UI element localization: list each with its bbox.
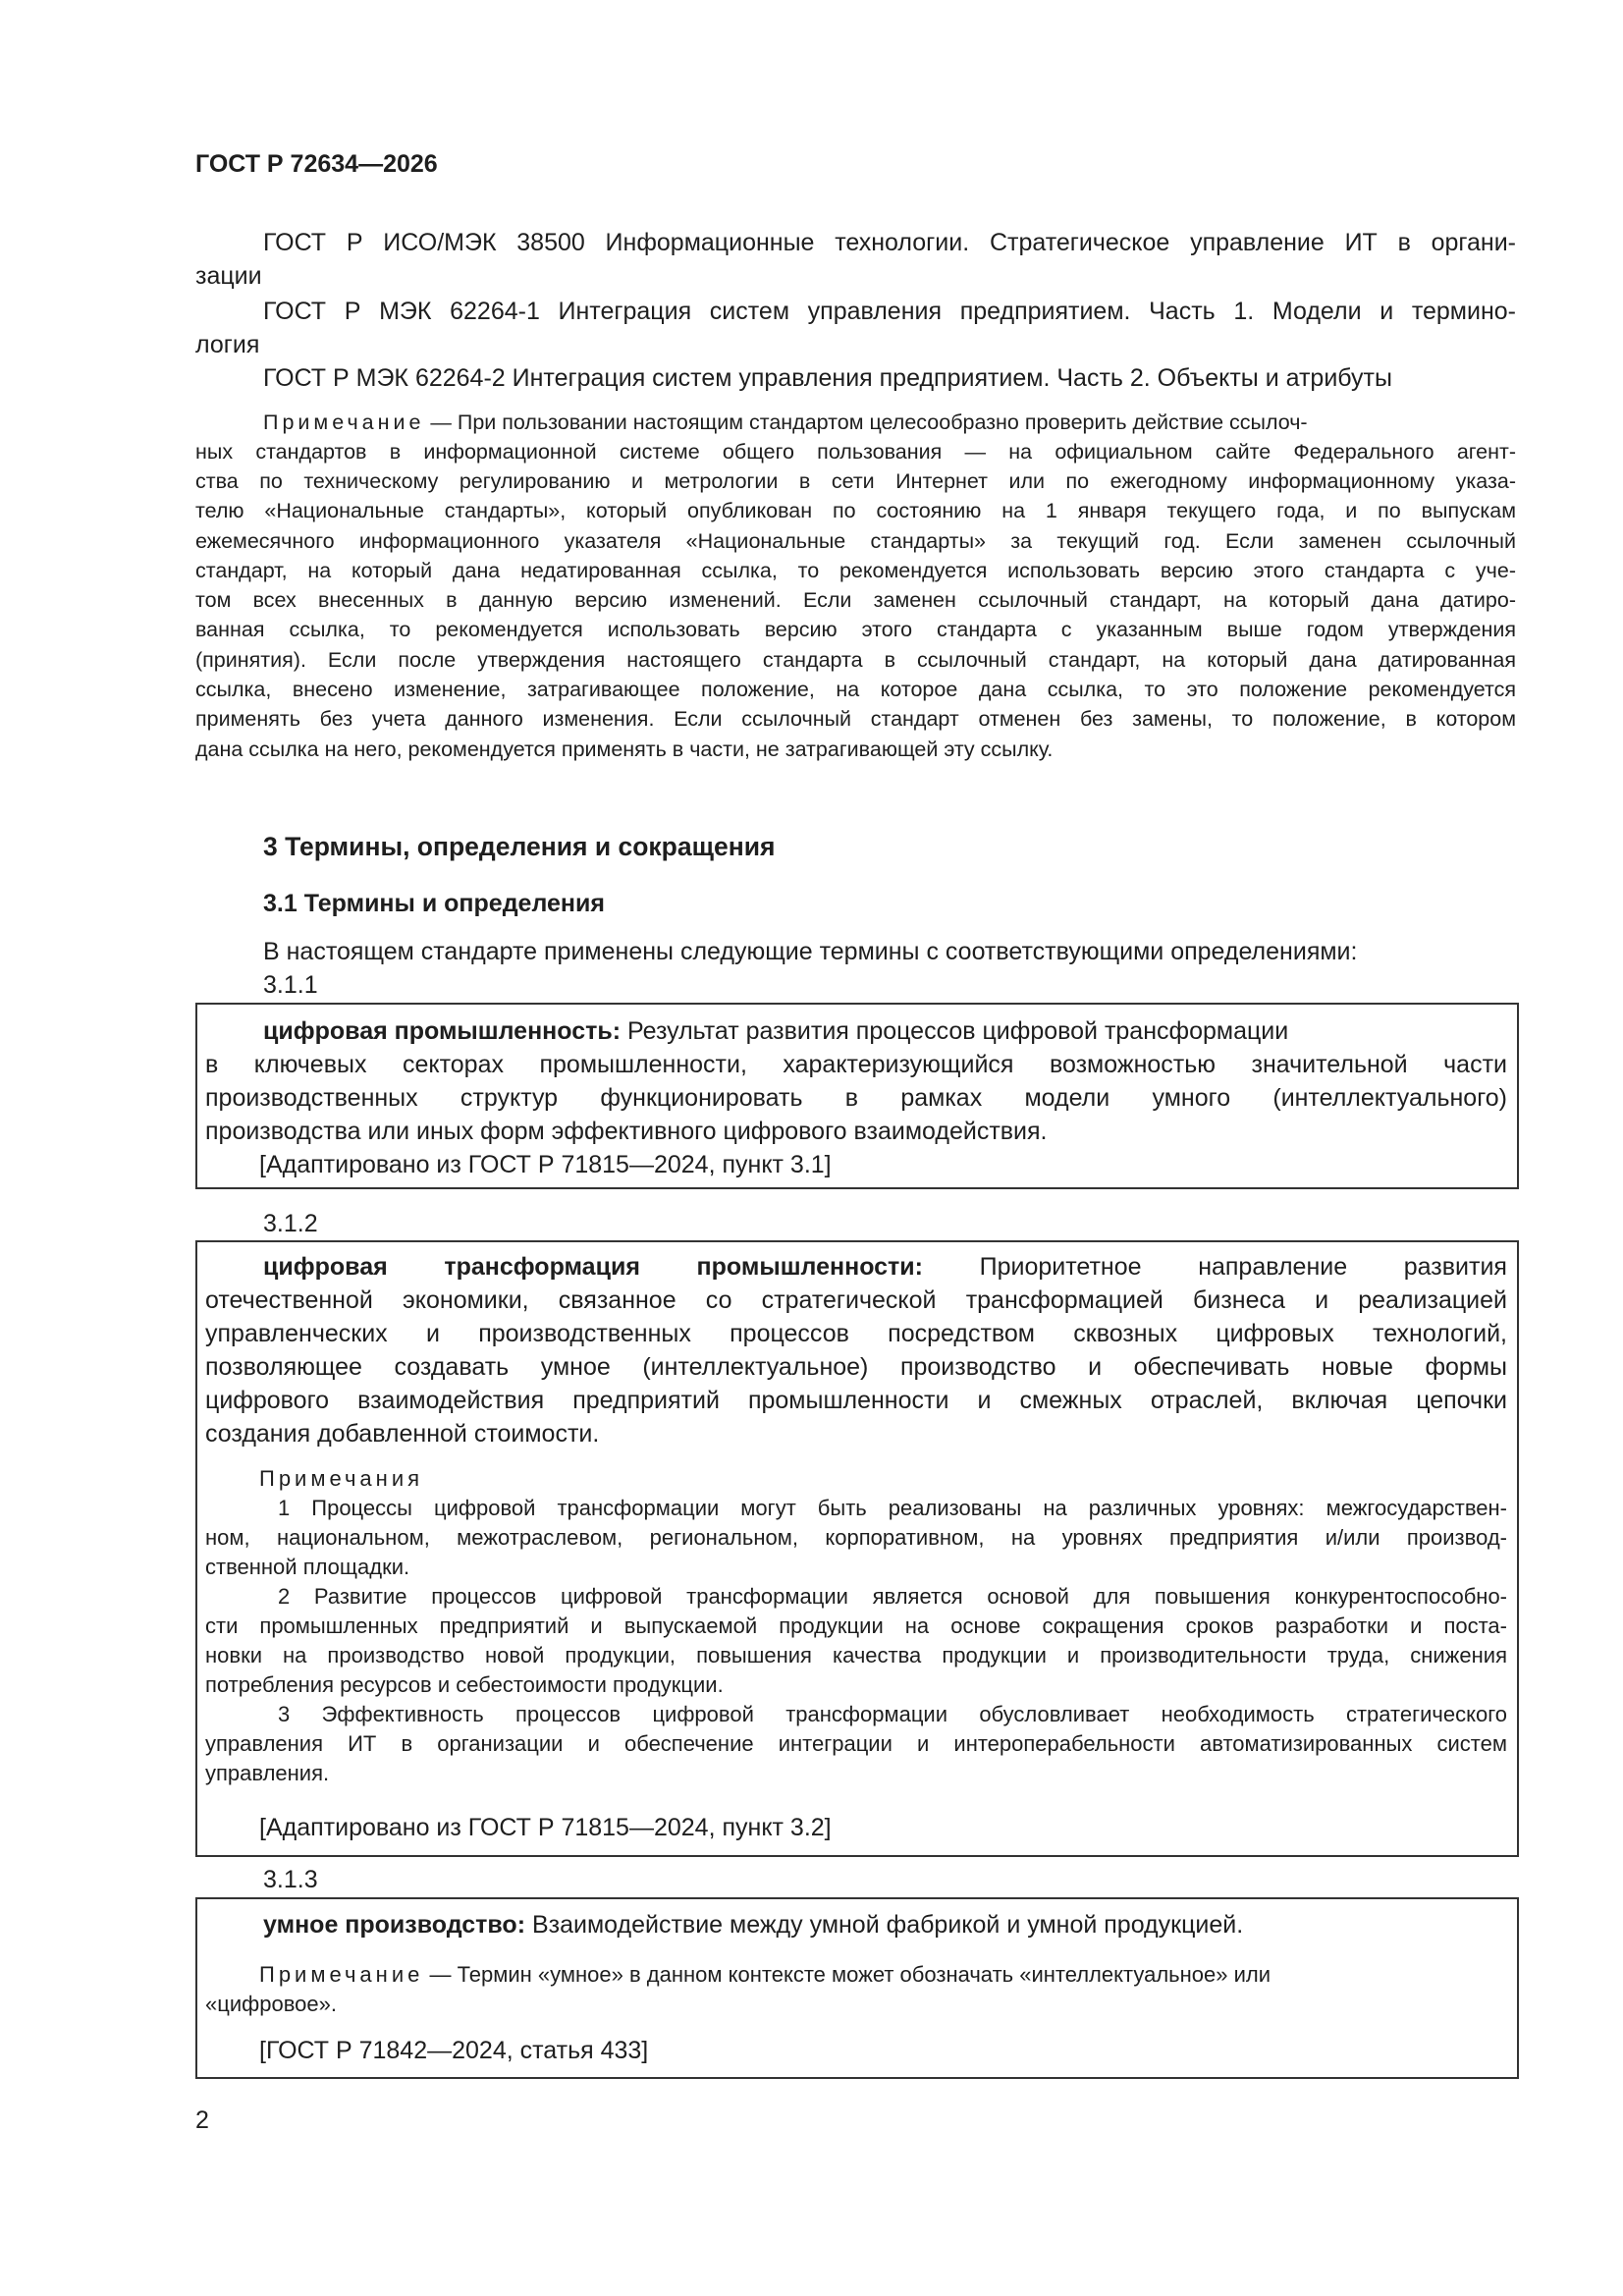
term-definition-line: отечественной экономики, связанное со стратегической трансформацией бизнеса и реализацией (205, 1286, 1507, 1314)
term-definition-line: создания добавленной стоимости. (205, 1420, 600, 1448)
term-first-line (263, 1252, 1507, 1282)
term-note-line: «цифровое». (205, 1992, 337, 2016)
term-note-line: 2 Развитие процессов цифровой трансформации является основой для повышения конкурентоспособно- (278, 1584, 1507, 1609)
term-note-line: 3 Эффективность процессов цифровой трансформации обусловливает необходимость стратегического (278, 1702, 1507, 1726)
page-number: 2 (195, 2106, 209, 2134)
reference-line: ГОСТ Р ИСО/МЭК 38500 Информационные технологии. Стратегическое управление ИТ в органи- (263, 229, 1516, 256)
note-line: ванная ссылка, то рекомендуется использовать версию этого стандарта с указанным выше годом утверждения (195, 618, 1516, 641)
note-text: — Термин «умное» в данном контексте может обозначать «интеллектуальное» или (423, 1962, 1271, 1987)
note-line: ства по техническому регулированию и метрологии в сети Интернет или по ежегодному информационному указа- (195, 469, 1516, 493)
note-line: том всех внесенных в данную версию изменений. Если заменен ссылочный стандарт, на который дана датиро- (195, 588, 1516, 612)
term-note-line: сти промышленных предприятий и выпускаемой продукции на основе сокращения сроков разработки и поста- (205, 1613, 1507, 1638)
term-definition: Результат развития процессов цифровой трансформации (621, 1017, 1289, 1045)
term-note-first-line (259, 1962, 1271, 1988)
reference-line: зации (195, 262, 262, 290)
term-name: цифровая промышленность: (263, 1017, 622, 1045)
reference-line: логия (195, 331, 260, 358)
term-definition-word: развития (1403, 1253, 1507, 1281)
term-first-line (263, 1910, 1243, 1940)
note-line: (принятия). Если после утверждения настоящего стандарта в ссылочный стандарт, на который дана датированная (195, 648, 1516, 672)
term-definition-line: управленческих и производственных процессов посредством сквозных цифровых технологий, (205, 1320, 1507, 1347)
term-number: 3.1.3 (263, 1866, 318, 1893)
notes-label: Примечания (259, 1466, 424, 1491)
note-label: Примечание (263, 410, 425, 434)
term-number: 3.1.1 (263, 971, 318, 999)
note-line: ежемесячного информационного указателя «Национальные стандарты» за текущий год. Если заменен ссылочный (195, 529, 1516, 553)
term-name-word: промышленности: (696, 1253, 923, 1281)
note-line: телю «Национальные стандарты», который опубликован по состоянию на 1 января текущего года, и по выпускам (195, 499, 1516, 522)
term-first-line (263, 1016, 1288, 1046)
note-line: дана ссылка на него, рекомендуется применять в части, не затрагивающей эту ссылку. (195, 738, 1054, 761)
note-line: применять без учета данного изменения. Если ссылочный стандарт отменен без замены, то положение, в котором (195, 707, 1516, 731)
term-definition-word: направление (1198, 1253, 1348, 1281)
term-name: умное производство: (263, 1911, 526, 1939)
term-source: [Адаптировано из ГОСТ Р 71815—2024, пункт 3.2] (259, 1814, 832, 1841)
term-definition-word: Приоритетное (979, 1253, 1142, 1281)
note-label: Примечание (259, 1962, 424, 1987)
term-note-line: ном, национальном, межотраслевом, региональном, корпоративном, на уровнях предприятия и/или производ- (205, 1525, 1507, 1550)
section-heading: 3 Термины, определения и сокращения (263, 832, 776, 861)
note-first-line (263, 410, 1308, 435)
term-definition-line: производства или иных форм эффективного цифрового взаимодействия. (205, 1118, 1048, 1145)
term-note-line: управления ИТ в организации и обеспечение интеграции и интероперабельности автоматизированных систем (205, 1731, 1507, 1756)
reference-line: ГОСТ Р МЭК 62264-2 Интеграция систем управления предприятием. Часть 2. Объекты и атрибуты (263, 364, 1392, 392)
term-number: 3.1.2 (263, 1210, 318, 1237)
note-line: ссылка, внесено изменение, затрагивающее положение, на которое дана ссылка, то это положение рекомендуется (195, 678, 1516, 701)
term-definition-line: позволяющее создавать умное (интеллектуальное) производство и обеспечивать новые формы (205, 1353, 1507, 1381)
term-note-line: потребления ресурсов и себестоимости продукции. (205, 1672, 724, 1697)
note-text: — При пользовании настоящим стандартом целесообразно проверить действие ссылоч- (424, 410, 1308, 434)
section-intro: В настоящем стандарте применены следующие термины с соответствующими определениями: (263, 938, 1358, 965)
term-note-line: 1 Процессы цифровой трансформации могут быть реализованы на различных уровнях: межгосударствен- (278, 1496, 1507, 1520)
term-source: [Адаптировано из ГОСТ Р 71815—2024, пункт 3.1] (259, 1151, 832, 1178)
term-definition: Взаимодействие между умной фабрикой и умной продукцией. (525, 1911, 1244, 1939)
term-note-line: новки на производство новой продукции, повышения качества продукции и производительности труда, снижения (205, 1643, 1507, 1667)
term-note-line: ственной площадки. (205, 1555, 410, 1579)
term-definition-line: в ключевых секторах промышленности, характеризующийся возможностью значительной части (205, 1051, 1507, 1078)
term-note-line: управления. (205, 1761, 330, 1785)
term-definition-line: цифрового взаимодействия предприятий промышленности и смежных отраслей, включая цепочки (205, 1387, 1507, 1414)
term-name-word: трансформация (444, 1253, 640, 1281)
term-name-word: цифровая (263, 1253, 388, 1281)
term-definition-line: производственных структур функционировать в рамках модели умного (интеллектуального) (205, 1084, 1507, 1112)
term-source: [ГОСТ Р 71842—2024, статья 433] (259, 2037, 649, 2064)
note-line: ных стандартов в информационной системе общего пользования — на официальном сайте Федерального агент- (195, 440, 1516, 464)
document-code: ГОСТ Р 72634—2026 (195, 150, 438, 178)
reference-line: ГОСТ Р МЭК 62264-1 Интеграция систем управления предприятием. Часть 1. Модели и термино- (263, 298, 1516, 325)
subsection-heading: 3.1 Термины и определения (263, 890, 605, 917)
note-line: стандарт, на который дана недатированная ссылка, то рекомендуется использовать версию этого стандарта с уче- (195, 559, 1516, 582)
